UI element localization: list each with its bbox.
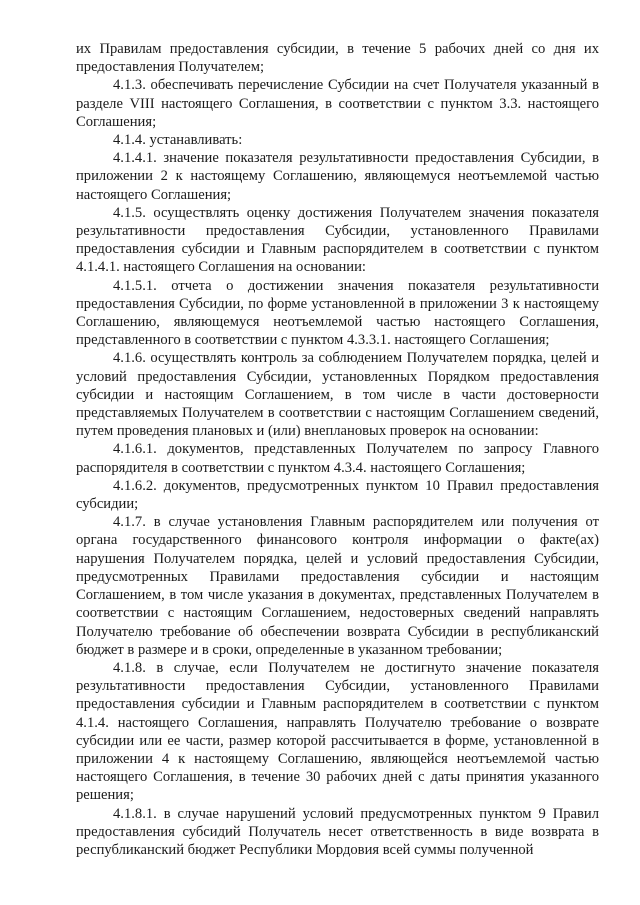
paragraph-4-1-6: 4.1.6. осуществлять контроль за соблюдением Получателем порядка, целей и условий предоставления Субсидии, установленных Порядком предоставления субсидии и настоящим Соглашением, в том числе в части достоверности представляемых Получателем в соответствии с настоящим Соглашением сведений, путем проведения плановых и (или) внеплановых проверок на основании: — [76, 350, 599, 440]
paragraph-4-1-6-2: 4.1.6.2. документов, предусмотренных пунктом 10 Правил предоставления субсидии; — [76, 477, 599, 513]
paragraph-4-1-7: 4.1.7. в случае установления Главным распорядителем или получения от органа государственного финансового контроля информации о факте(ах) нарушения Получателем порядка, целей и условий предоставления Субсидии, предусмотренных Правилами предоставления субсидии и настоящим Соглашением, в том числе указания в документах, представленных Получателем в соответствии с настоящим Соглашением, недостоверных сведений направлять Получателю требование об обеспечении возврата Субсидии в республиканский бюджет в размере и в сроки, определенные в указанном требовании; — [76, 514, 599, 658]
paragraph-4-1-3: 4.1.3. обеспечивать перечисление Субсидии на счет Получателя указанный в разделе VIII настоящего Соглашения, в соответствии с пунктом 3.3. настоящего Соглашения; — [76, 77, 599, 130]
paragraph-continuation: их Правилам предоставления субсидии, в течение 5 рабочих дней со дня их предоставления Получателем; — [76, 41, 599, 76]
paragraph-4-1-8-1: 4.1.8.1. в случае нарушений условий предусмотренных пунктом 9 Правил предоставления субсидий Получатель несет ответственность в виде возврата в республиканский бюджет Республики Мордовия всей суммы полученной — [76, 805, 599, 858]
paragraph-4-1-8: 4.1.8. в случае, если Получателем не достигнуто значение показателя результативности предоставления Субсидии, установленного Правилами предоставления субсидии и Главным распорядителем в соответствии с пунктом 4.1.4. настоящего Соглашения, направлять Получателю требование о возврате субсидии или ее части, размер которой рассчитывается в форме, установленной в приложении 4 к настоящему Соглашению, являющейся неотъемлемой частью настоящего Соглашения, в течение 30 рабочих дней с даты принятия указанного решения; — [76, 659, 599, 804]
paragraph-4-1-4-1: 4.1.4.1. значение показателя результативности предоставления Субсидии, в приложении 2 к настоящему Соглашению, являющемуся неотъемлемой частью настоящего Соглашения; — [76, 150, 599, 203]
paragraph-4-1-5: 4.1.5. осуществлять оценку достижения Получателем значения показателя результативности предоставления Субсидии, установленного Правилами предоставления субсидии и Главным распорядителем в соответствии с пунктом 4.1.4.1. настоящего Соглашения на основании: — [76, 204, 599, 276]
paragraph-4-1-5-1: 4.1.5.1. отчета о достижении значения показателя результативности предоставления Субсидии, по форме установленной в приложении 3 к настоящему Соглашению, являющемуся неотъемлемой частью настоящего Соглашения, представленного в соответствии с пунктом 4.3.3.1. настоящего Соглашения; — [76, 277, 599, 349]
document-page — [76, 40, 599, 859]
paragraph-4-1-4: 4.1.4. устанавливать: — [113, 132, 243, 149]
paragraph-4-1-6-1: 4.1.6.1. документов, представленных Получателем по запросу Главного распорядителя в соответствии с пунктом 4.3.4. настоящего Соглашения; — [76, 441, 599, 476]
